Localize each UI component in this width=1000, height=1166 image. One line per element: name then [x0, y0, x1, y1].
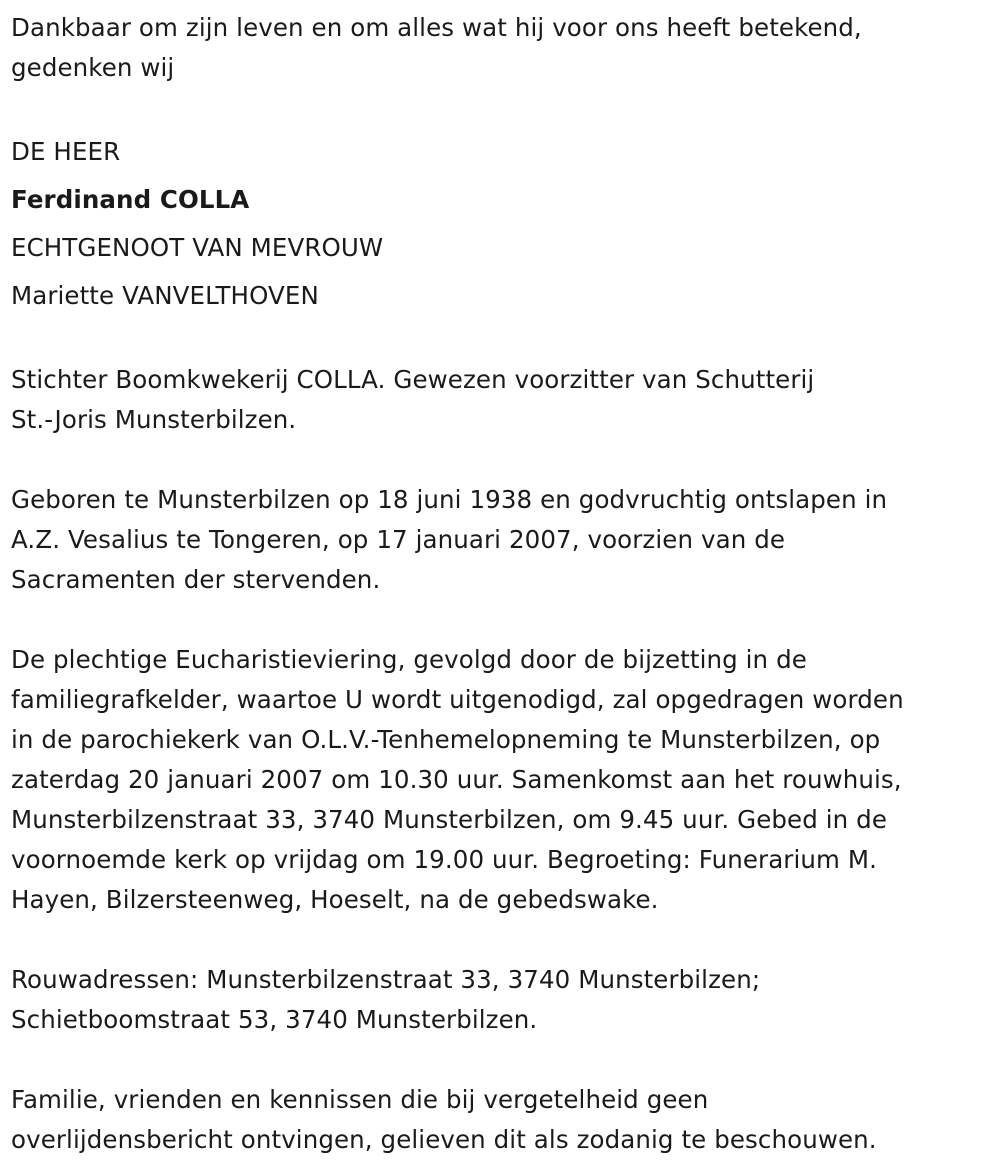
- biography-line: St.-Joris Munsterbilzen.: [11, 405, 297, 434]
- ceremony-line: zaterdag 20 januari 2007 om 10.30 uur. Samenkomst aan het rouwhuis,: [11, 765, 902, 794]
- deceased-name: Ferdinand COLLA: [11, 185, 250, 214]
- birth-death-line: A.Z. Vesalius te Tongeren, op 17 januari 2007, voorzien van de: [11, 525, 786, 554]
- intro-line: gedenken wij: [11, 53, 175, 82]
- ceremony-line: in de parochiekerk van O.L.V.-Tenhemelopneming te Munsterbilzen, op: [11, 725, 881, 754]
- ceremony-line: voornoemde kerk op vrijdag om 19.00 uur. Begroeting: Funerarium M.: [11, 845, 877, 874]
- closing-line: overlijdensbericht ontvingen, gelieven dit als zodanig te beschouwen.: [11, 1125, 877, 1154]
- address-line: Schietboomstraat 53, 3740 Munsterbilzen.: [11, 1005, 538, 1034]
- addresses-paragraph: [11, 960, 986, 1040]
- birth-death-line: Sacramenten der stervenden.: [11, 565, 381, 594]
- spacer: [11, 920, 986, 960]
- ceremony-line: familiegrafkelder, waartoe U wordt uitgenodigd, zal opgedragen worden: [11, 685, 904, 714]
- spacer: [11, 320, 986, 360]
- birth-death-line: Geboren te Munsterbilzen op 18 juni 1938 en godvruchtig ontslapen in: [11, 485, 888, 514]
- birth-death-paragraph: [11, 480, 986, 600]
- biography-paragraph: [11, 360, 986, 440]
- ceremony-line: Hayen, Bilzersteenweg, Hoeselt, na de gebedswake.: [11, 885, 659, 914]
- ceremony-paragraph: [11, 640, 986, 920]
- address-line: Rouwadressen: Munsterbilzenstraat 33, 3740 Munsterbilzen;: [11, 965, 761, 994]
- spouse-label: ECHTGENOOT VAN MEVROUW: [11, 233, 384, 262]
- biography-line: Stichter Boomkwekerij COLLA. Gewezen voorzitter van Schutterij: [11, 365, 815, 394]
- spacer: [11, 1040, 986, 1080]
- obituary-notice: [11, 8, 986, 1160]
- closing-line: Familie, vrienden en kennissen die bij vergetelheid geen: [11, 1085, 709, 1114]
- ceremony-line: Munsterbilzenstraat 33, 3740 Munsterbilzen, om 9.45 uur. Gebed in de: [11, 805, 888, 834]
- deceased-block: [11, 128, 986, 320]
- spacer: [11, 600, 986, 640]
- closing-paragraph: [11, 1080, 986, 1160]
- ceremony-line: De plechtige Eucharistieviering, gevolgd door de bijzetting in de: [11, 645, 807, 674]
- spouse-name: Mariette VANVELTHOVEN: [11, 281, 319, 310]
- title-prefix: DE HEER: [11, 137, 121, 166]
- intro-paragraph: [11, 8, 986, 88]
- spacer: [11, 88, 986, 128]
- spacer: [11, 440, 986, 480]
- intro-line: Dankbaar om zijn leven en om alles wat hij voor ons heeft betekend,: [11, 13, 862, 42]
